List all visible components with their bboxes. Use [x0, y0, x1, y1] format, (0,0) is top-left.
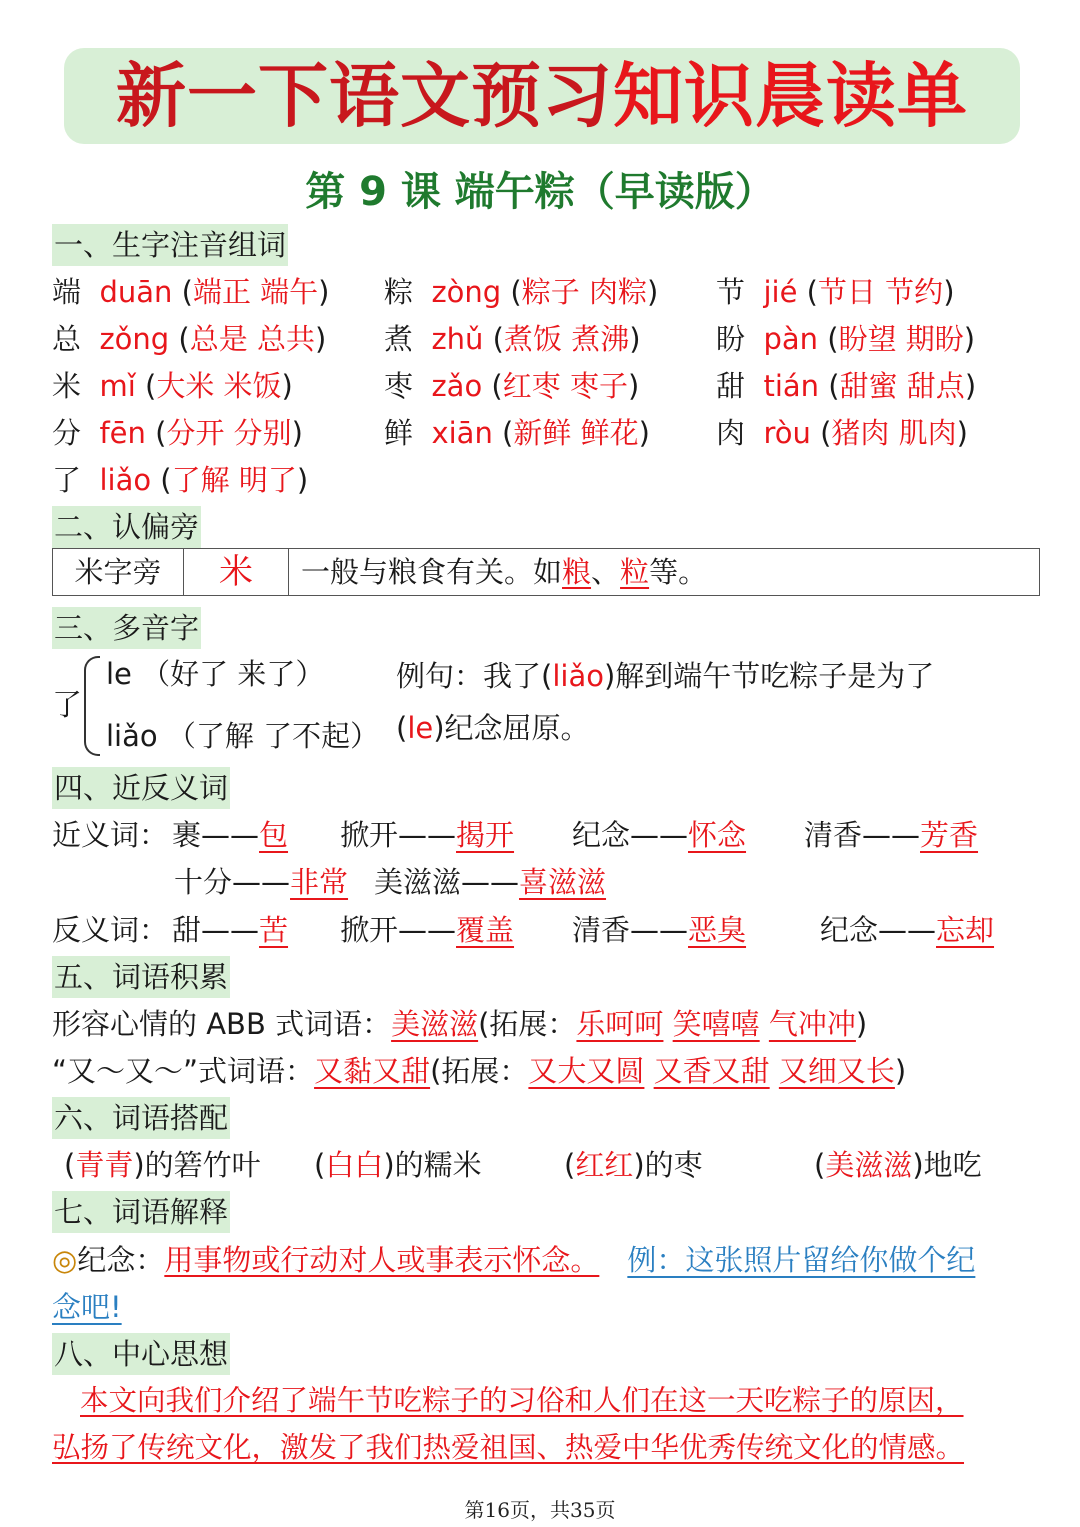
- explanation-line1: ◎纪念：用事物或行动对人或事表示怀念。 例：这张照片留给你做个纪: [52, 1243, 976, 1277]
- char-entry: 总 zǒng (总是 总共): [52, 322, 327, 356]
- antonyms-label: 反义词：: [52, 913, 169, 947]
- page-number: 第16页，共35页: [464, 1498, 616, 1522]
- abb-words: 形容心情的 ABB 式词语：美滋滋(拓展：乐呵呵 笑嘻嘻 气冲冲): [52, 1007, 868, 1041]
- char-entry: 粽 zòng (粽子 肉粽): [384, 275, 659, 309]
- polyphone-char: 了: [52, 688, 82, 723]
- collocation-item: (红红)的枣: [564, 1148, 703, 1182]
- synonym-pair: 十分——非常: [174, 865, 349, 899]
- central-idea-line1: 本文向我们介绍了端午节吃粽子的习俗和人们在这一天吃粽子的原因，: [80, 1384, 964, 1417]
- antonym-pair: 甜——苦: [172, 913, 289, 947]
- title-part1: 新一下语文预习: [116, 54, 613, 137]
- synonym-pair: 裹——包: [172, 818, 289, 852]
- you-you-words: “又～又～”式词语：又黏又甜(拓展：又大又圆 又香又甜 又细又长): [52, 1054, 907, 1088]
- collocation-item: (白白)的糯米: [314, 1148, 482, 1182]
- radical-description: 一般与粮食有关。如粮、粒等。: [301, 555, 708, 589]
- char-entry: 节 jié (节日 节约): [716, 275, 955, 309]
- antonym-pair: 掀开——覆盖: [340, 913, 515, 947]
- polyphone-reading-2: liǎo （了解 了不起）: [106, 719, 380, 753]
- char-entry: 米 mǐ (大米 米饭): [52, 369, 293, 403]
- radical-glyph: 米: [184, 549, 289, 595]
- main-title: [64, 48, 1020, 144]
- central-idea-line2: 弘扬了传统文化，激发了我们热爱祖国、热爱中华优秀传统文化的情感。: [52, 1431, 965, 1464]
- antonym-pair: 清香——恶臭: [572, 913, 747, 947]
- synonym-pair: 纪念——怀念: [572, 818, 747, 852]
- section-heading-4: 四、近反义词: [52, 767, 230, 809]
- title-part2: 知识晨读单: [613, 54, 968, 137]
- section-heading-6: 六、词语搭配: [52, 1097, 230, 1139]
- char-entry: 分 fēn (分开 分别): [52, 416, 303, 450]
- char-entry: 枣 zǎo (红枣 枣子): [384, 369, 640, 403]
- section-heading-7: 七、词语解释: [52, 1191, 230, 1233]
- synonym-pair: 掀开——揭开: [340, 818, 515, 852]
- section-heading-5: 五、词语积累: [52, 956, 230, 998]
- char-entry: 鲜 xiān (新鲜 鲜花): [384, 416, 650, 450]
- section-heading-1: 一、生字注音组词: [52, 224, 288, 266]
- synonym-pair: 美滋滋——喜滋滋: [374, 865, 607, 899]
- section-heading-2: 二、认偏旁: [52, 506, 201, 548]
- polyphone-reading-1: le （好了 来了）: [106, 657, 325, 691]
- antonym-pair: 纪念——忘却: [820, 913, 995, 947]
- char-entry: 煮 zhǔ (煮饭 煮沸): [384, 322, 641, 356]
- char-entry: 了 liǎo (了解 明了): [52, 463, 309, 497]
- synonyms-label: 近义词：: [52, 818, 169, 852]
- radical-name: 米字旁: [53, 549, 184, 595]
- polyphone-example-line1: 例句：我了(liǎo)解到端午节吃粽子是为了: [396, 659, 935, 693]
- char-entry: 端 duān (端正 端午): [52, 275, 330, 309]
- radical-table: [52, 548, 1040, 596]
- char-entry: 盼 pàn (盼望 期盼): [716, 322, 976, 356]
- brace-icon: [84, 656, 100, 756]
- polyphone-example-line2: (le)纪念屈原。: [396, 711, 590, 745]
- char-entry: 甜 tián (甜蜜 甜点): [716, 369, 977, 403]
- collocation-item: (青青)的箬竹叶: [64, 1148, 261, 1182]
- bullet-icon: ◎: [52, 1243, 78, 1277]
- char-entry: 肉 ròu (猪肉 肌肉): [716, 416, 968, 450]
- section-heading-3: 三、多音字: [52, 607, 201, 649]
- section-heading-8: 八、中心思想: [52, 1333, 230, 1375]
- collocation-item: (美滋滋)地吃: [814, 1148, 982, 1182]
- explanation-line2: 念吧!: [52, 1290, 122, 1324]
- synonym-pair: 清香——芳香: [804, 818, 979, 852]
- lesson-subtitle: 第 9 课 端午粽（早读版）: [305, 169, 775, 215]
